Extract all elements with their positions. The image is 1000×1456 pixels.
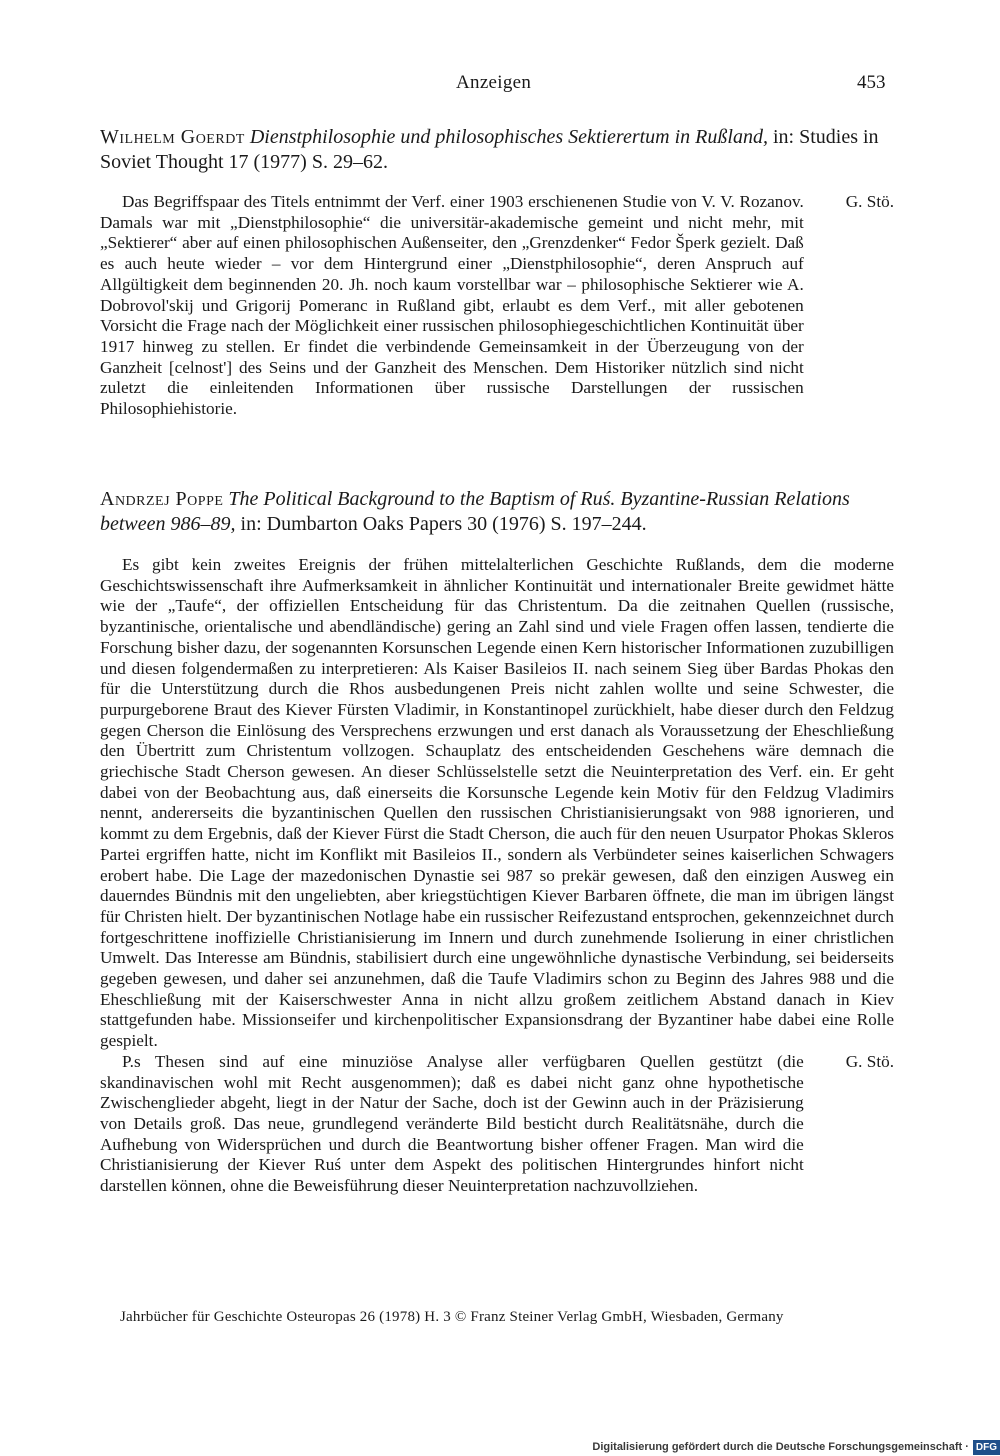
review-paragraph: Es gibt kein zweites Ereignis der frühen mittelalterlichen Geschichte Rußlands, dem die moderne Geschichtswissenschaft ihre Aufmerksamkeit in ähnlicher Kontinuität und internationaler Breite gewidmet hätte wie der „Taufe“, der offiziellen Entscheidung für das Christentum. Da die zeitnahen Quellen (russische, byzantinische, orientalische und abendländische) gering an Zahl sind und viele Fragen offen lassen, tendierte die Forschung bisher dazu, der sogenannten Korsunschen Legende einen Kern historischer Informationen zuzubilligen und diesen folgendermaßen zu interpretieren: Als Kaiser Basileios II. nach seinem Sieg über Bardas Phokas den für die Unterstützung durch die Rhos ausbedungenen Preis nicht zahlen wollte und seine Schwester, die purpurgeborene Braut des Kiever Fürsten Vladimir, in Konstantinopel zurückhielt, habe dieser durch den Feldzug gegen Cherson die Einlösung des Versprechens erzwungen und erst danach als Voraussetzung der Eheschließung den Übertritt zum Christentum vollzogen. Schauplatz des entscheidenden Geschehens wäre demnach die griechische Stadt Cherson gewesen. An dieser Schlüsselstelle setzt die Neuinterpretation des Verf. ein. Er geht dabei von der Beobachtung aus, daß einerseits die Korsunsche Legende kein Motiv für den Feldzug Vladimirs nennt, andererseits die byzantinischen Quellen den russischen Christianisierungsakt von 988 ignorieren, und kommt zu dem Ergebnis, daß der Kiever Fürst die Stadt Cherson, die auch für den neuen Usurpator Phokas Skleros Partei ergriffen hatte, nicht im Konflikt mit Basileios II., sondern als Verbündeter seines kaiserlichen Schwagers erobert habe. Die Lage der mazedonischen Dynastie sei 987 so prekär gewesen, daß den einzigen Ausweg ein dauerndes Bündnis mit den ungeliebten, aber kriegstüchtigen Kiever Barbaren öffnete, die man im übrigen längst für Christen hielt. Der byzantinischen Notlage habe ein russischer Reifezustand entsprochen, gekennzeichnet durch fortgeschrittene inoffizielle Christianisierung im Innern und durch zunehmende Isolierung in einer christlichen Umwelt. Das Interesse am Bündnis, stabilisiert durch eine ungewöhnliche dynastische Verbindung, sei beiderseits gegeben gewesen, und daher sei anzunehmen, daß die Taufe Vladimirs schon zu Beginn des Jahres 988 und die Eheschließung mit der Kaiserschwester Anna in nicht allzu großem zeitlichem Abstand danach in Kiev stattgefunden habe. Missionseifer und kirchenpolitischer Expansionsdrang der Byzantiner habe dabei eine Rolle gespielt. — [100, 555, 894, 1051]
page-number: 453 — [857, 72, 886, 93]
article-heading — [100, 125, 894, 175]
dfg-logo: DFG — [973, 1440, 1000, 1455]
reviewer-signature: G. Stö. — [845, 1051, 894, 1071]
reviewer-signature: G. Stö. — [845, 192, 894, 211]
digitization-notice — [592, 1438, 1000, 1456]
author-name: Andrzej Poppe — [100, 488, 224, 510]
article-heading — [100, 487, 894, 537]
running-header — [0, 72, 1000, 100]
review-poppe — [100, 487, 894, 1197]
digitization-text: Digitalisierung gefördert durch die Deutsche Forschungsgemeinschaft · — [592, 1441, 969, 1453]
paragraph-text: Das Begriffspaar des Titels entnimmt der Verf. einer 1903 erschienenen Studie von V. V. Rozanov. Damals war mit „Dienstphilosophie“ die universitär-akademische gemeint und nicht mehr, mit „Sektierer“ aber auf einen philosophischen Außenseiter, den „Grenzdenker“ Fedor Šperk gezielt. Daß es auch heute wieder – vor dem Hintergrund einer „Dienstphilosophie“, deren Anspruch auf Allgültigkeit dem beginnenden 20. Jh. noch kaum vorstellbar war – philosophische Sektierer wie A. Dobrovol'skij und Grigorij Pomeranc in Rußland gibt, erlaubt es dem Verf., mit aller gebotenen Vorsicht die Frage nach der Möglichkeit einer russischen philosophiegeschichtlichen Kontinuität über 1917 hinweg zu stellen. Er findet die verbindende Gemeinsamkeit in der Überzeugung von der Ganzheit [celnost'] des Seins und der Ganzheit des Menschen. Dem Historiker nützlich sind nicht zuletzt die einleitenden Informationen über russische Darstellungen der russischen Philosophiehistorie. — [100, 192, 804, 419]
author-name: Wilhelm Goerdt — [100, 126, 245, 148]
review-body — [100, 192, 894, 420]
paragraph-text: P.s Thesen sind auf eine minuziöse Analyse aller verfügbaren Quellen gestützt (die skandinavischen wohl mit Recht ausgenommen); daß es dabei nicht ganz ohne hypothetische Zwischenglieder abgeht, liegt in der Natur der Sache, doch ist der Gewinn auch in der Präzisierung von Details groß. Das neue, grundlegend veränderte Bild besticht durch Realitätsnähe, durch die Aufhebung von Widersprüchen und durch die Beantwortung bisher offener Fragen. Man wird die Christianisierung der Kiever Ruś unter dem Aspekt des politischen Hintergrundes hinfort nicht darstellen können, ohne die Beweisführung dieser Neuinterpretation nachzuvollziehen. — [100, 1051, 804, 1196]
article-source: in: Studies in Soviet Thought 17 (1977) S. 29–62. — [100, 126, 879, 173]
review-goerdt — [100, 125, 894, 420]
article-source: in: Dumbarton Oaks Papers 30 (1976) S. 197–244. — [235, 513, 647, 535]
article-title: The Political Background to the Baptism of Ruś. Byzantine-Russian Relations between 986–89, — [100, 488, 850, 535]
article-title: Dienstphilosophie und philosophisches Sektierertum in Rußland, — [249, 126, 768, 148]
journal-citation: Jahrbücher für Geschichte Osteuropas 26 (1978) H. 3 © Franz Steiner Verlag GmbH, Wiesbaden, Germany — [120, 1309, 784, 1325]
review-paragraph — [100, 1052, 894, 1197]
review-paragraph — [100, 192, 894, 420]
running-title: Anzeigen — [456, 72, 532, 93]
review-body — [100, 555, 894, 1197]
